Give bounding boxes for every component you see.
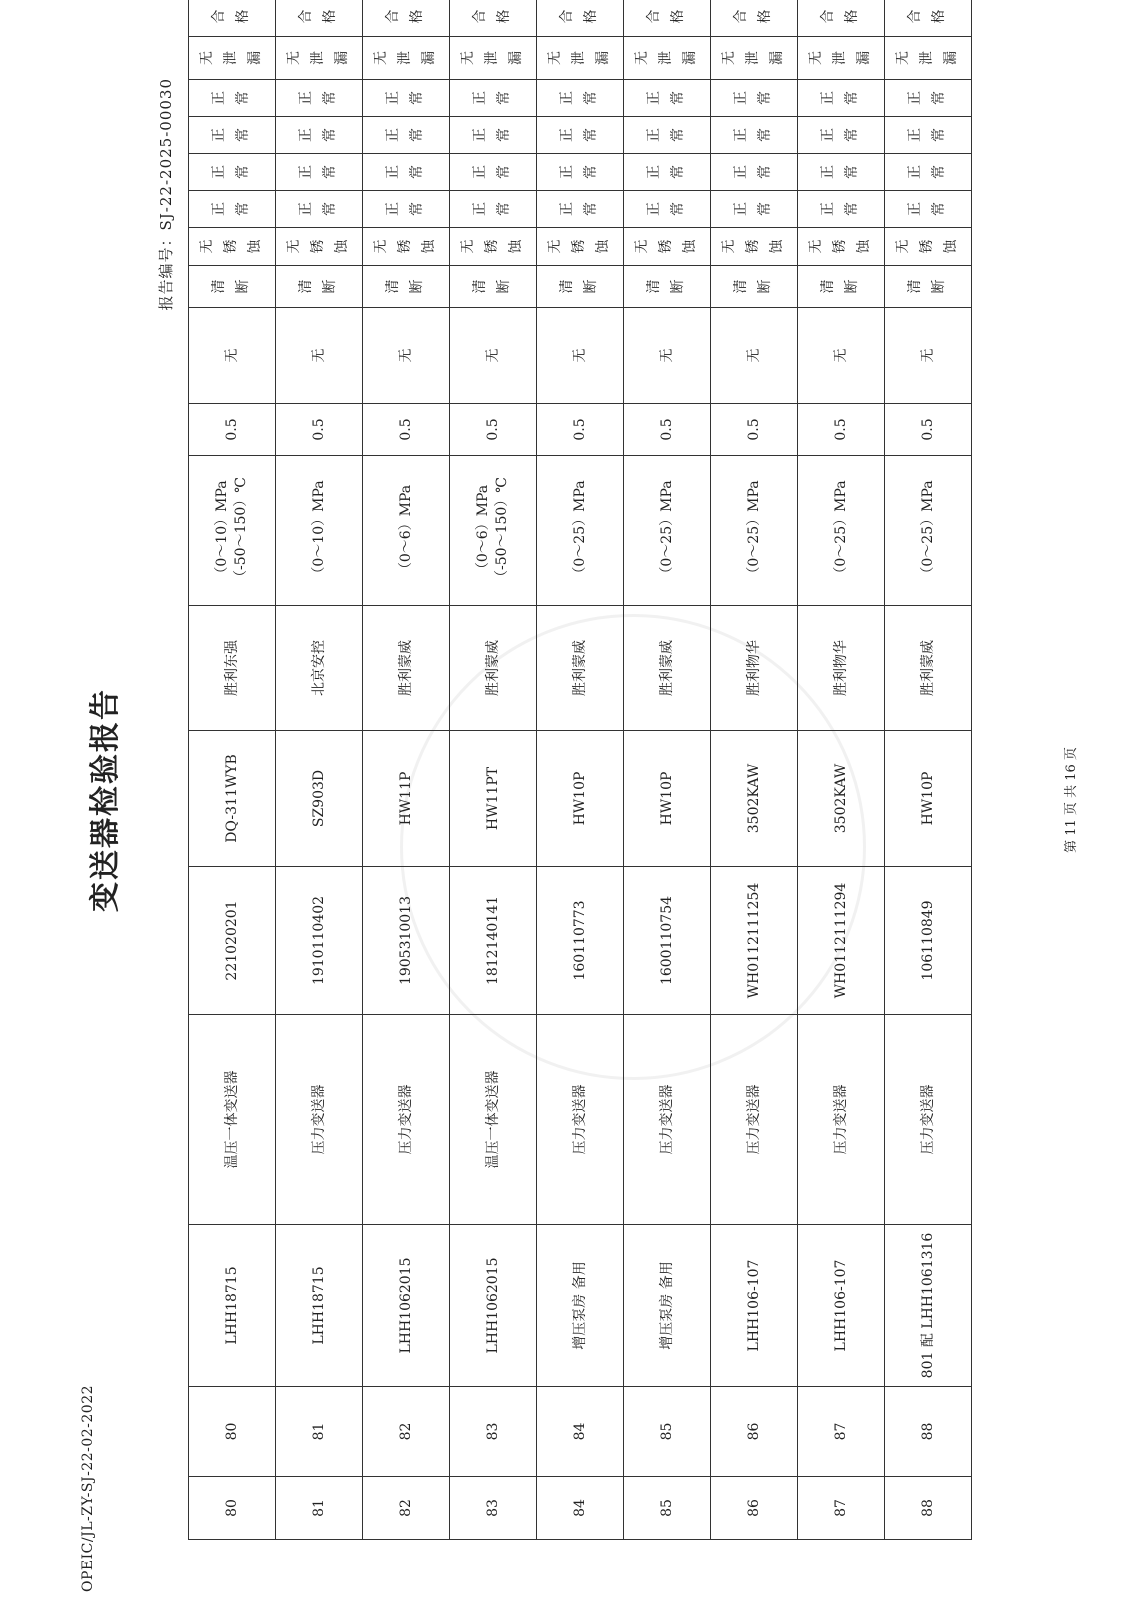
leakage-cell [798,37,885,80]
range-pressure: （0～6）MPa [397,484,414,577]
row-index-cell: 84 [537,1477,624,1540]
table-row [798,0,885,1540]
result-text: 合格 [559,9,599,24]
nameplate-cell [189,266,276,308]
check-3-cell [885,117,972,154]
instrument-name-cell: 压力变送器 [276,1015,363,1225]
manufacturer-cell: 胜利蒙威 [363,606,450,731]
check-3-text: 正常 [211,128,251,142]
accuracy-cell: 0.5 [363,404,450,456]
measuring-range-cell [885,456,972,606]
corrosion-text: 无锈蚀 [286,239,350,254]
nameplate-text: 清断 [298,279,338,294]
check-3-cell [363,117,450,154]
check-3-text: 正常 [559,128,599,142]
corrosion-text: 无锈蚀 [895,239,959,254]
instrument-name-cell: 压力变送器 [711,1015,798,1225]
row-number-cell: 83 [450,1387,537,1477]
manufacturer-cell: 胜利东强 [189,606,276,731]
check-1-cell [798,191,885,228]
model-cell: SZ903D [276,731,363,867]
result-text: 合格 [385,9,425,24]
result-text: 合格 [298,9,338,24]
table-row [189,0,276,1540]
install-location-cell: LHH1062015 [363,1225,450,1387]
model-cell: HW11PT [450,731,537,867]
nameplate-cell [450,266,537,308]
accuracy-cell: 0.5 [624,404,711,456]
install-location-cell: LHH106-107 [711,1225,798,1387]
report-number [155,78,176,311]
check-4-cell [537,80,624,117]
row-number-cell: 88 [885,1387,972,1477]
damage-cell: 无 [450,308,537,404]
check-4-cell [711,80,798,117]
check-2-cell [450,154,537,191]
corrosion-text: 无锈蚀 [808,239,872,254]
check-1-text: 正常 [820,202,860,216]
result-text: 合格 [733,9,773,24]
document-code: OPEIC/JL-ZY-SJ-22-02-2022 [80,1384,96,1592]
check-3-text: 正常 [907,128,947,142]
check-3-cell [798,117,885,154]
measuring-range-cell [363,456,450,606]
check-1-cell [450,191,537,228]
check-2-text: 正常 [385,165,425,179]
table-row [276,0,363,1540]
check-4-text: 正常 [472,91,512,105]
serial-number-cell: WH0112111254 [711,867,798,1015]
check-2-cell [885,154,972,191]
check-3-cell [711,117,798,154]
check-2-cell [189,154,276,191]
row-index-cell: 88 [885,1477,972,1540]
check-2-text: 正常 [472,165,512,179]
check-2-text: 正常 [298,165,338,179]
accuracy-cell: 0.5 [885,404,972,456]
result-text: 合格 [211,9,251,24]
range-pressure: （0～25）MPa [919,480,936,581]
check-1-cell [624,191,711,228]
model-cell: 3502KAW [798,731,885,867]
accuracy-cell: 0.5 [537,404,624,456]
row-index-cell: 86 [711,1477,798,1540]
check-2-cell [624,154,711,191]
result-cell [711,0,798,37]
check-2-text: 正常 [646,165,686,179]
check-1-cell [363,191,450,228]
nameplate-cell [363,266,450,308]
check-1-text: 正常 [733,202,773,216]
instrument-name-cell: 压力变送器 [363,1015,450,1225]
result-cell [624,0,711,37]
model-cell: DQ-311WYB [189,731,276,867]
leakage-text: 无泄漏 [460,51,524,65]
leakage-text: 无泄漏 [199,51,263,65]
check-3-cell [276,117,363,154]
range-pressure: （0～10）MPa [214,480,231,581]
row-index-cell: 81 [276,1477,363,1540]
range-temperature: （-50～150）℃ [494,477,510,584]
check-4-cell [450,80,537,117]
measuring-range-cell [798,456,885,606]
accuracy-cell: 0.5 [189,404,276,456]
nameplate-text: 清断 [820,279,860,294]
leakage-text: 无泄漏 [721,51,785,65]
result-cell [537,0,624,37]
model-cell: 3502KAW [711,731,798,867]
check-4-cell [885,80,972,117]
result-cell [363,0,450,37]
serial-number-cell: 1910110402 [276,867,363,1015]
check-3-text: 正常 [820,128,860,142]
check-4-cell [189,80,276,117]
check-2-text: 正常 [907,165,947,179]
check-4-text: 正常 [559,91,599,105]
result-cell [189,0,276,37]
corrosion-text: 无锈蚀 [460,239,524,254]
check-2-cell [537,154,624,191]
instrument-name-cell: 压力变送器 [537,1015,624,1225]
report-number-label: 报告编号： [157,230,175,311]
page-title: 变送器检验报告 [88,688,123,912]
leakage-text: 无泄漏 [286,51,350,65]
row-number-cell: 82 [363,1387,450,1477]
check-1-text: 正常 [211,202,251,216]
page-number: 第 11 页 共 16 页 [1064,747,1079,853]
check-2-cell [798,154,885,191]
check-3-cell [537,117,624,154]
leakage-cell [624,37,711,80]
measuring-range-cell [276,456,363,606]
row-number-cell: 85 [624,1387,711,1477]
check-4-cell [363,80,450,117]
corrosion-text: 无锈蚀 [721,239,785,254]
row-number-cell: 80 [189,1387,276,1477]
check-2-cell [276,154,363,191]
range-pressure: （0～25）MPa [745,480,762,581]
damage-cell: 无 [798,308,885,404]
accuracy-cell: 0.5 [711,404,798,456]
nameplate-text: 清断 [646,279,686,294]
corrosion-text: 无锈蚀 [634,239,698,254]
manufacturer-cell: 胜利蒙威 [624,606,711,731]
corrosion-cell [363,228,450,266]
nameplate-text: 清断 [472,279,512,294]
row-index-cell: 80 [189,1477,276,1540]
install-location-cell: LHH18715 [189,1225,276,1387]
check-1-cell [189,191,276,228]
manufacturer-cell: 胜利蒙威 [885,606,972,731]
check-2-cell [711,154,798,191]
check-1-cell [885,191,972,228]
table-row [363,0,450,1540]
model-cell: HW11P [363,731,450,867]
corrosion-cell [885,228,972,266]
row-number-cell: 84 [537,1387,624,1477]
row-index-cell: 82 [363,1477,450,1540]
install-location-cell: LHH18715 [276,1225,363,1387]
accuracy-cell: 0.5 [276,404,363,456]
leakage-cell [363,37,450,80]
damage-cell: 无 [624,308,711,404]
leakage-text: 无泄漏 [373,51,437,65]
inspection-table [188,0,972,1540]
nameplate-cell [276,266,363,308]
corrosion-cell [798,228,885,266]
manufacturer-cell: 胜利蒙威 [537,606,624,731]
nameplate-text: 清断 [733,279,773,294]
serial-number-cell: WH0112111294 [798,867,885,1015]
instrument-name-cell: 温压一体变送器 [450,1015,537,1225]
damage-cell: 无 [711,308,798,404]
accuracy-cell: 0.5 [798,404,885,456]
serial-number-cell: 1812140141 [450,867,537,1015]
manufacturer-cell: 胜利物华 [798,606,885,731]
table-row [711,0,798,1540]
result-text: 合格 [646,9,686,24]
check-3-cell [624,117,711,154]
result-cell [450,0,537,37]
leakage-text: 无泄漏 [895,51,959,65]
check-2-text: 正常 [733,165,773,179]
instrument-name-cell: 压力变送器 [624,1015,711,1225]
serial-number-cell: 221020201 [189,867,276,1015]
install-location-cell: 801 配 LHH1061316 [885,1225,972,1387]
result-cell [885,0,972,37]
check-4-text: 正常 [298,91,338,105]
leakage-text: 无泄漏 [547,51,611,65]
corrosion-text: 无锈蚀 [547,239,611,254]
damage-cell: 无 [276,308,363,404]
manufacturer-cell: 胜利蒙威 [450,606,537,731]
range-pressure: （0～10）MPa [310,480,327,581]
check-3-text: 正常 [298,128,338,142]
check-1-cell [537,191,624,228]
check-4-cell [798,80,885,117]
corrosion-text: 无锈蚀 [373,239,437,254]
manufacturer-cell: 北京安控 [276,606,363,731]
damage-cell: 无 [363,308,450,404]
measuring-range-cell [537,456,624,606]
instrument-name-cell: 温压一体变送器 [189,1015,276,1225]
result-text: 合格 [820,9,860,24]
leakage-text: 无泄漏 [634,51,698,65]
instrument-name-cell: 压力变送器 [798,1015,885,1225]
table-row [450,0,537,1540]
row-index-cell: 83 [450,1477,537,1540]
leakage-cell [537,37,624,80]
report-number-value: SJ-22-2025-00030 [157,78,175,231]
result-cell [798,0,885,37]
check-2-cell [363,154,450,191]
serial-number-cell: 106110849 [885,867,972,1015]
install-location-cell: 增压泵房 备用 [537,1225,624,1387]
check-4-text: 正常 [820,91,860,105]
range-pressure: （0～25）MPa [571,480,588,581]
check-4-text: 正常 [385,91,425,105]
measuring-range-cell [624,456,711,606]
check-1-text: 正常 [646,202,686,216]
leakage-cell [450,37,537,80]
row-number-cell: 86 [711,1387,798,1477]
row-index-cell: 87 [798,1477,885,1540]
row-number-cell: 81 [276,1387,363,1477]
check-1-text: 正常 [472,202,512,216]
check-3-text: 正常 [385,128,425,142]
nameplate-cell [711,266,798,308]
model-cell: HW10P [885,731,972,867]
check-1-text: 正常 [907,202,947,216]
check-3-text: 正常 [472,128,512,142]
check-1-cell [711,191,798,228]
check-3-cell [450,117,537,154]
check-1-cell [276,191,363,228]
leakage-cell [189,37,276,80]
range-pressure: （0～6）MPa [475,484,492,577]
check-1-text: 正常 [559,202,599,216]
corrosion-cell [711,228,798,266]
serial-number-cell: 1600110754 [624,867,711,1015]
accuracy-cell: 0.5 [450,404,537,456]
check-4-text: 正常 [646,91,686,105]
check-4-cell [624,80,711,117]
table-row [885,0,972,1540]
table-row [624,0,711,1540]
check-3-text: 正常 [733,128,773,142]
result-cell [276,0,363,37]
install-location-cell: LHH1062015 [450,1225,537,1387]
check-1-text: 正常 [298,202,338,216]
row-number-cell: 87 [798,1387,885,1477]
range-pressure: （0～25）MPa [658,480,675,581]
check-2-text: 正常 [559,165,599,179]
nameplate-text: 清断 [559,279,599,294]
table-row [537,0,624,1540]
leakage-text: 无泄漏 [808,51,872,65]
check-4-text: 正常 [733,91,773,105]
corrosion-cell [450,228,537,266]
nameplate-text: 清断 [385,279,425,294]
serial-number-cell: 160110773 [537,867,624,1015]
measuring-range-cell [711,456,798,606]
check-2-text: 正常 [820,165,860,179]
nameplate-cell [798,266,885,308]
nameplate-cell [624,266,711,308]
leakage-cell [885,37,972,80]
corrosion-cell [624,228,711,266]
install-location-cell: LHH106-107 [798,1225,885,1387]
damage-cell: 无 [189,308,276,404]
result-text: 合格 [907,9,947,24]
damage-cell: 无 [885,308,972,404]
leakage-cell [711,37,798,80]
row-index-cell: 85 [624,1477,711,1540]
damage-cell: 无 [537,308,624,404]
model-cell: HW10P [624,731,711,867]
range-temperature: （-50～150）℃ [233,477,249,584]
check-2-text: 正常 [211,165,251,179]
check-4-cell [276,80,363,117]
corrosion-cell [537,228,624,266]
nameplate-text: 清断 [907,279,947,294]
serial-number-cell: 1905310013 [363,867,450,1015]
check-3-text: 正常 [646,128,686,142]
model-cell: HW10P [537,731,624,867]
corrosion-cell [189,228,276,266]
install-location-cell: 增压泵房 备用 [624,1225,711,1387]
instrument-name-cell: 压力变送器 [885,1015,972,1225]
result-text: 合格 [472,9,512,24]
nameplate-cell [537,266,624,308]
manufacturer-cell: 胜利物华 [711,606,798,731]
nameplate-text: 清断 [211,279,251,294]
corrosion-text: 无锈蚀 [199,239,263,254]
measuring-range-cell [450,456,537,606]
nameplate-cell [885,266,972,308]
leakage-cell [276,37,363,80]
check-4-text: 正常 [211,91,251,105]
check-4-text: 正常 [907,91,947,105]
measuring-range-cell [189,456,276,606]
corrosion-cell [276,228,363,266]
range-pressure: （0～25）MPa [832,480,849,581]
check-1-text: 正常 [385,202,425,216]
check-3-cell [189,117,276,154]
